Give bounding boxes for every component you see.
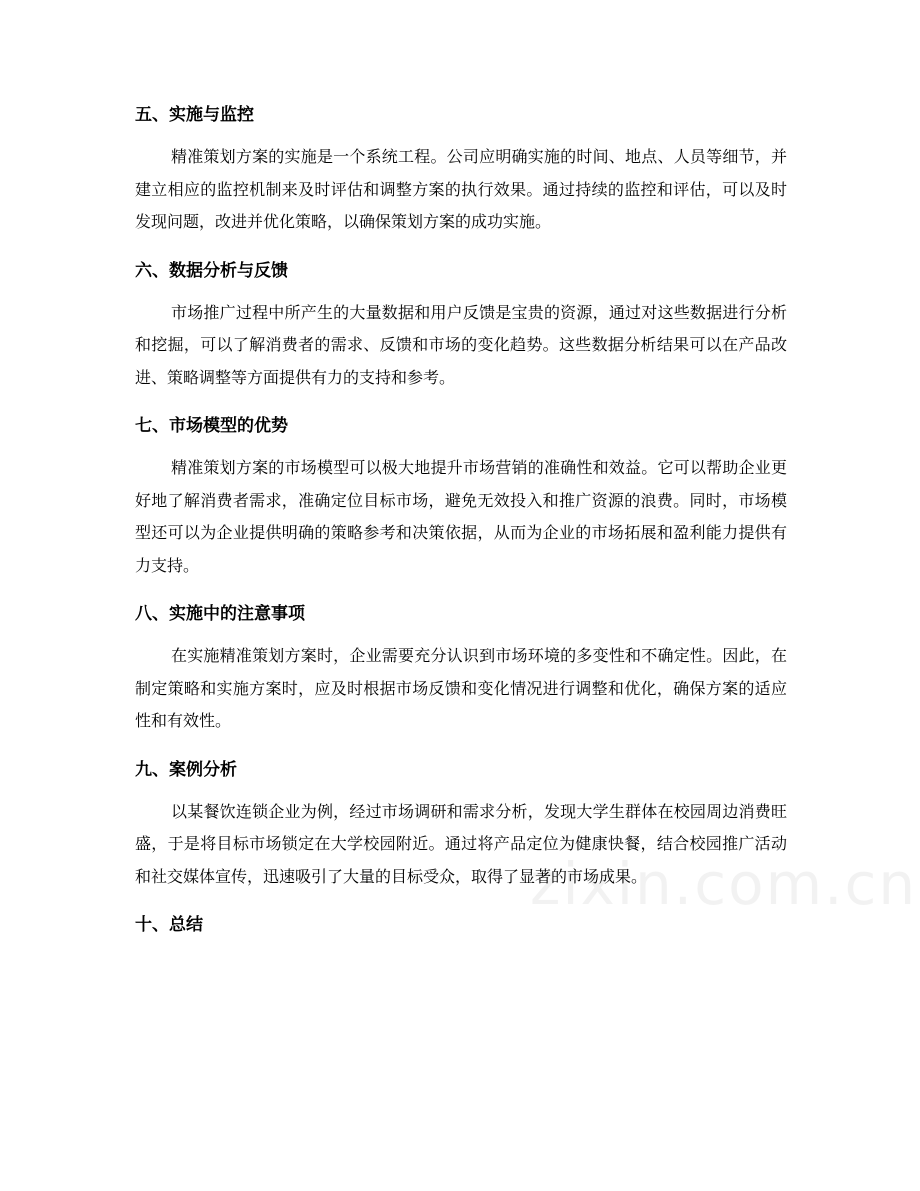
section-body-data-analysis: 市场推广过程中所产生的大量数据和用户反馈是宝贵的资源，通过对这些数据进行分析和挖掘，可以了解消费者的需求、反馈和市场的变化趋势。这些数据分析结果可以在产品改进、策略调整等方面提供有力的支持和参考。 bbox=[135, 302, 787, 387]
section-body-model-advantages: 精准策划方案的市场模型可以极大地提升市场营销的准确性和效益。它可以帮助企业更好地了解消费者需求，准确定位目标市场，避免无效投入和推广资源的浪费。同时，市场模型还可以为企业提供明确的策略参考和决策依据，从而为企业的市场拓展和盈利能力提供有力支持。 bbox=[135, 458, 787, 575]
section-body-implementation: 精准策划方案的实施是一个系统工程。公司应明确实施的时间、地点、人员等细节，并建立相应的监控机制来及时评估和调整方案的执行效果。通过持续的监控和评估，可以及时发现问题，改进并优化策略，以确保策划方案的成功实施。 bbox=[135, 147, 787, 231]
section-heading-data-analysis: 六、数据分析与反馈 bbox=[135, 260, 288, 281]
section-heading-case-study: 九、案例分析 bbox=[135, 759, 237, 780]
section-heading-model-advantages: 七、市场模型的优势 bbox=[135, 416, 288, 436]
section-heading-implementation: 五、实施与监控 bbox=[135, 105, 254, 125]
section-body-case-study: 以某餐饮连锁企业为例，经过市场调研和需求分析，发现大学生群体在校园周边消费旺盛，于是将目标市场锁定在大学校园附近。通过将产品定位为健康快餐，结合校园推广活动和社交媒体宣传，迅速吸引了大量的目标受众，取得了显著的市场成果。 bbox=[135, 801, 787, 886]
section-heading-summary: 十、总结 bbox=[135, 915, 203, 935]
document-page bbox=[135, 103, 787, 951]
section-body-precautions: 在实施精准策划方案时，企业需要充分认识到市场环境的多变性和不确定性。因此，在制定策略和实施方案时，应及时根据市场反馈和变化情况进行调整和优化，确保方案的适应性和有效性。 bbox=[135, 646, 787, 730]
watermark: zixin.com.cn bbox=[530, 850, 918, 918]
section-heading-precautions: 八、实施中的注意事项 bbox=[135, 604, 305, 624]
